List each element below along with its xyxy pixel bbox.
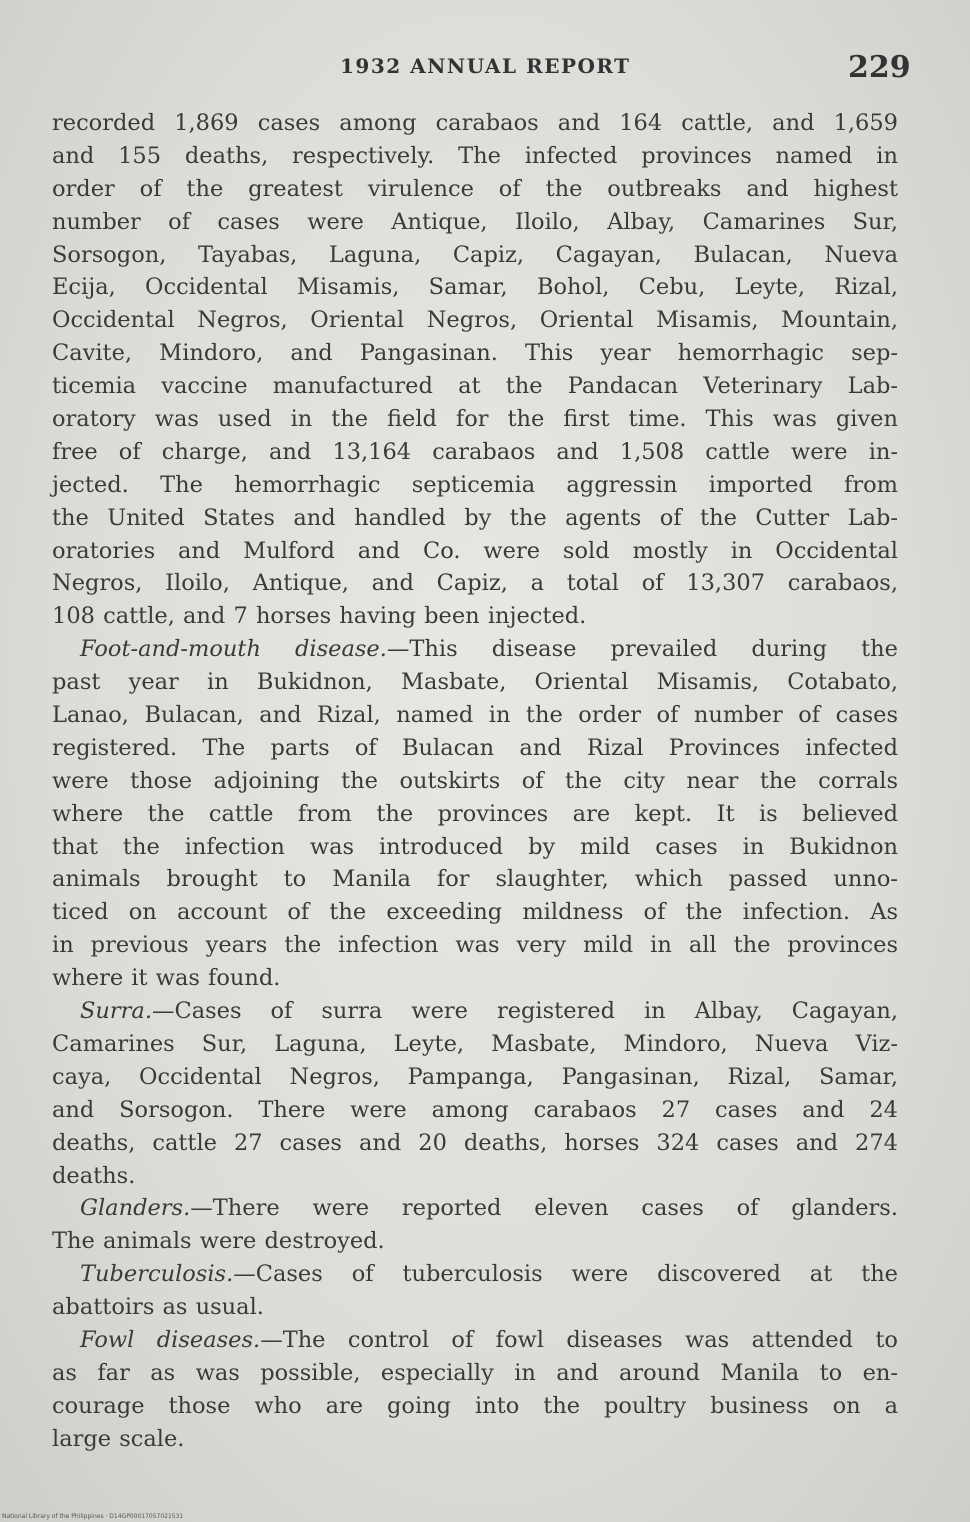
text-line: where the cattle from the provinces are kept. It is believed [52,800,898,827]
running-header [0,50,970,90]
text-line: recorded 1,869 cases among carabaos and 164 cattle, and 1,659 [52,110,898,136]
scan-footer-note: National Library of the Philippines · D14GP00017057021531 [2,1513,184,1520]
text-line: Lanao, Bulacan, and Rizal, named in the order of number of cases [52,702,898,729]
text-line: oratory was used in the field for the first time. This was given [52,406,898,433]
text-line: where it was found. [52,965,281,992]
text-line: in previous years the infection was very mild in all the provinces [52,932,898,959]
text-line: deaths. [52,1162,136,1189]
text-run: —Cases of tuberculosis were discovered at the [233,1261,898,1288]
paragraph-foot-and-mouth-disease [52,633,898,995]
text-line: deaths, cattle 27 cases and 20 deaths, horses 324 cases and 274 [52,1129,898,1156]
text-line: order of the greatest virulence of the outbreaks and highest [52,175,898,202]
text-line: ticemia vaccine manufactured at the Pandacan Veterinary Lab- [52,373,898,400]
paragraph-tuberculosis [52,1258,898,1324]
text-line: Camarines Sur, Laguna, Leyte, Masbate, Mindoro, Nueva Viz- [52,1030,898,1057]
text-line: animals brought to Manila for slaughter, which passed unno- [52,866,898,893]
section-heading: Tuberculosis. [80,1261,234,1288]
section-heading: Glanders. [80,1195,191,1222]
text-line: ticed on account of the exceeding mildness of the infection. As [52,899,898,926]
text-line: Sorsogon, Tayabas, Laguna, Capiz, Cagayan, Bulacan, Nueva [52,241,898,268]
text-line: the United States and handled by the agents of the Cutter Lab- [52,504,898,531]
text-line: Occidental Negros, Oriental Negros, Oriental Misamis, Mountain, [52,307,898,334]
text-line: Ecija, Occidental Misamis, Samar, Bohol, Cebu, Leyte, Rizal, [52,274,898,301]
text-run: —Cases of surra were registered in Albay, Cagayan, [151,998,898,1025]
text-run: —There were reported eleven cases of glanders. [190,1195,898,1222]
paragraph-fowl-diseases [52,1324,898,1456]
section-heading: Surra. [80,998,152,1025]
text-line: were those adjoining the outskirts of the city near the corrals [52,767,898,794]
text-line: jected. The hemorrhagic septicemia aggressin imported from [52,471,898,498]
text-line: registered. The parts of Bulacan and Rizal Provinces infected [52,734,898,761]
paragraph-first-line [52,633,898,666]
paragraph-hemorrhagic-septicemia [52,107,898,633]
paragraph-first-line [52,1192,898,1225]
text-line: number of cases were Antique, Iloilo, Albay, Camarines Sur, [52,208,898,235]
text-line: The animals were destroyed. [52,1228,385,1255]
text-line: and 155 deaths, respectively. The infected provinces named in [52,142,898,169]
text-line: past year in Bukidnon, Masbate, Oriental Misamis, Cotabato, [52,669,898,696]
text-run: —This disease prevailed during the [386,636,898,663]
text-line: caya, Occidental Negros, Pampanga, Pangasinan, Rizal, Samar, [52,1063,898,1090]
text-line: 108 cattle, and 7 horses having been injected. [52,603,587,630]
text-line: Negros, Iloilo, Antique, and Capiz, a total of 13,307 carabaos, [52,570,898,597]
text-line: as far as was possible, especially in and around Manila to en- [52,1359,898,1386]
paragraph-surra [52,995,898,1192]
text-line: abattoirs as usual. [52,1294,264,1321]
text-line: oratories and Mulford and Co. were sold mostly in Occidental [52,537,898,564]
page-title: 1932 ANNUAL REPORT [340,54,631,78]
section-heading: Foot-and-mouth disease. [80,636,387,663]
paragraph-first-line [52,1258,898,1291]
paragraph-first-line [52,995,898,1028]
paragraph-glanders [52,1192,898,1258]
paragraph-first-line [52,1324,898,1357]
page-number: 229 [848,50,911,85]
text-run: —The control of fowl diseases was attended to [260,1326,898,1353]
text-line: courage those who are going into the poultry business on a [52,1392,898,1419]
text-line: and Sorsogon. There were among carabaos 27 cases and 24 [52,1096,898,1123]
body-text [52,107,898,1456]
text-line: large scale. [52,1425,185,1452]
text-line: that the infection was introduced by mild cases in Bukidnon [52,833,898,860]
text-line: free of charge, and 13,164 carabaos and 1,508 cattle were in- [52,438,898,465]
text-line: Cavite, Mindoro, and Pangasinan. This year hemorrhagic sep- [52,340,898,367]
section-heading: Fowl diseases. [80,1326,261,1353]
